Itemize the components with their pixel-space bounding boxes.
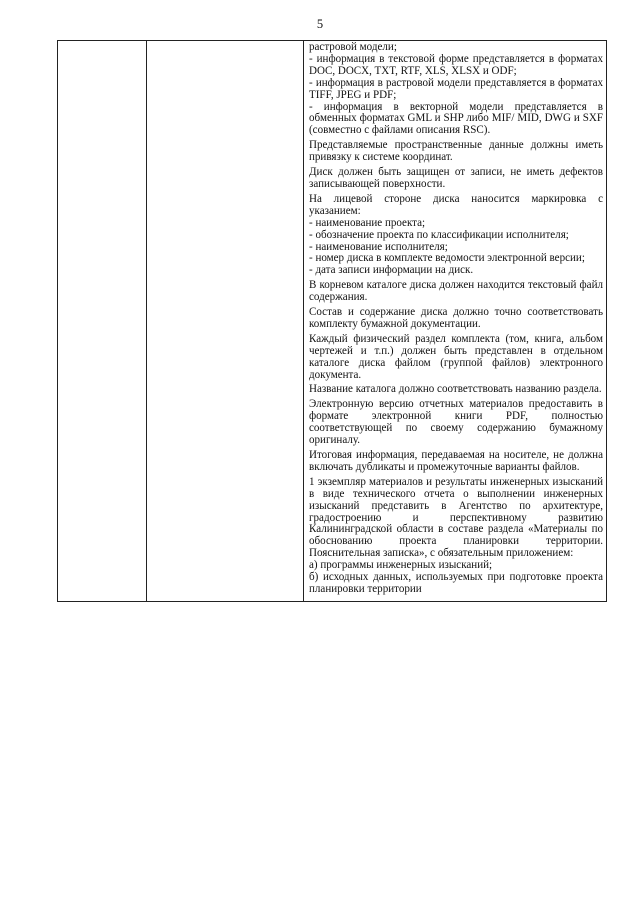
paragraph-line: Состав и содержание диска должно точно соответствовать комплекту бумажной документации. xyxy=(309,306,603,330)
paragraph-line: растровой модели; xyxy=(309,41,397,53)
paragraph xyxy=(309,399,603,447)
page-number: 5 xyxy=(316,17,324,31)
table-row xyxy=(58,41,607,602)
paragraph xyxy=(309,167,603,191)
paragraph xyxy=(309,140,603,164)
paragraph-line: - наименование исполнителя; xyxy=(309,240,448,253)
paragraph-line: - дата записи информации на диск. xyxy=(309,264,474,277)
paragraph xyxy=(309,307,603,331)
paragraph-line: а) программы инженерных изысканий; xyxy=(309,559,493,572)
paragraph xyxy=(309,477,603,596)
paragraph-line: Итоговая информация, передаваемая на носителе, не должна включать дубликаты и промежуточные варианты файлов. xyxy=(309,449,603,473)
paragraph-line: - информация в растровой модели представляется в форматах TIFF, JPEG и PDF; xyxy=(309,76,603,101)
paragraph-line: - информация в векторной модели представляется в обменных форматах GML и SHP либо MIF/ MID, DWG и SXF (совместно с файлами описания RSC). xyxy=(309,100,603,137)
paragraph-line: Название каталога должно соответствовать названию раздела. xyxy=(309,383,602,396)
paragraph-line: В корневом каталоге диска должен находится текстовый файл содержания. xyxy=(309,279,603,304)
table-cell-number xyxy=(58,41,147,602)
paragraph-line: Представляемые пространственные данные должны иметь привязку к системе координат. xyxy=(309,139,603,164)
paragraph-line: Каждый физический раздел комплекта (том, книга, альбом чертежей и т.п.) должен быть представлен в отдельном каталоге диска файлом (группой файлов) электронного документа. xyxy=(309,332,603,381)
paragraph-line: На лицевой стороне диска наносится маркировка с указанием: xyxy=(309,192,603,217)
requirements-table xyxy=(57,40,607,602)
paragraph xyxy=(309,42,603,137)
paragraph xyxy=(309,280,603,304)
paragraph-line: 1 экземпляр материалов и результаты инженерных изысканий в виде технического отчета о выполнении инженерных изысканий представить в Агентство по архитектуре, градостроению и перспективному развитию Калининградской области в составе раздела «Материалы по обоснованию проекта планировки территории. Пояснительная записка», с обязательным приложением: xyxy=(309,475,603,560)
paragraph-line: Диск должен быть защищен от записи, не иметь дефектов записывающей поверхности. xyxy=(309,166,603,190)
paragraph-line: - обозначение проекта по классификации исполнителя; xyxy=(309,228,569,241)
table-cell-content xyxy=(304,41,607,602)
paragraph-line: Электронную версию отчетных материалов предоставить в формате электронной книги PDF, полностью соответствующей по своему содержанию бумажному оригиналу. xyxy=(309,398,603,447)
paragraph-line: - наименование проекта; xyxy=(309,216,426,229)
cell-content xyxy=(304,41,606,601)
table-cell-title xyxy=(147,41,304,602)
paragraph-line: - номер диска в комплекте ведомости электронной версии; xyxy=(309,252,585,265)
paragraph-line: б) исходных данных, используемых при подготовке проекта планировки территории xyxy=(309,571,603,595)
paragraph-line: - информация в текстовой форме представляется в форматах DOC, DOCX, TXT, RTF, XLS, XLSX и ODF; xyxy=(309,52,603,77)
paragraph xyxy=(309,334,603,382)
paragraph xyxy=(309,450,603,474)
paragraph xyxy=(309,194,603,277)
paragraph xyxy=(309,384,603,396)
